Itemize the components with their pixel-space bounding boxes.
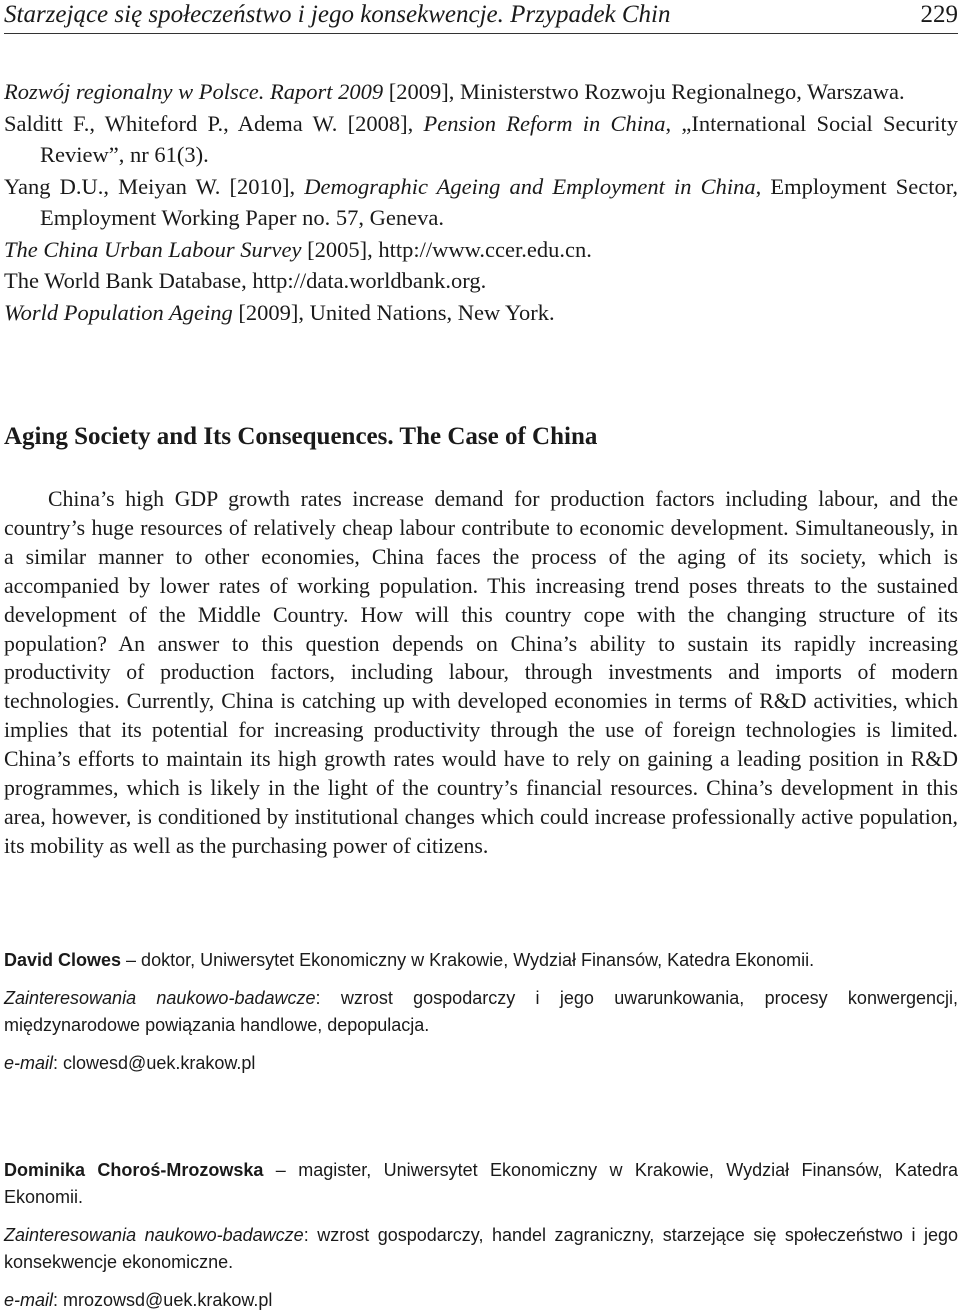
author-bio: David Clowes – doktor, Uniwersytet Ekonomiczny w Krakowie, Wydział Finansów, Katedra Ekonomii. — [4, 950, 815, 970]
running-title: Starzejące się społeczeństwo i jego konsekwencje. Przypadek Chin — [4, 1, 671, 28]
author-interests: Zainteresowania naukowo-badawcze: wzrost gospodarczy i jego uwarunkowania, procesy konwergencji, międzynarodowe powiązania handlowe, depopulacja. — [4, 988, 958, 1035]
reference-item: Salditt F., Whiteford P., Adema W. [2008], Pension Reform in China, „International Social Security Review”, nr 61(3). — [4, 110, 959, 167]
author-name: Dominika Choroś-Mrozowska — [4, 1160, 264, 1180]
author-email: e-mail: mrozowsd@uek.krakow.pl — [4, 1290, 273, 1310]
author-name: David Clowes — [4, 950, 122, 970]
reference-list — [4, 76, 958, 328]
running-header — [4, 0, 958, 34]
author-note — [4, 1157, 958, 1314]
author-bio: Dominika Choroś-Mrozowska – magister, Uniwersytet Ekonomiczny w Krakowie, Wydział Finansów, Katedra Ekonomii. — [4, 1160, 958, 1207]
reference-item: Yang D.U., Meiyan W. [2010], Demographic Ageing and Employment in China, Employment Sector, Employment Working Paper no. 57, Geneva. — [4, 173, 958, 230]
section-title: Aging Society and Its Consequences. The Case of China — [4, 423, 598, 450]
reference-item: The China Urban Labour Survey [2005], http://www.ccer.edu.cn. — [4, 236, 592, 262]
reference-item: Rozwój regionalny w Polsce. Raport 2009 [2009], Ministerstwo Rozwoju Regionalnego, Warszawa. — [4, 79, 905, 104]
author-note — [4, 947, 958, 1077]
page-number: 229 — [920, 1, 958, 28]
reference-item: The World Bank Database, http://data.worldbank.org. — [4, 268, 487, 293]
author-email: e-mail: clowesd@uek.krakow.pl — [4, 1053, 256, 1073]
reference-item: World Population Ageing [2009], United Nations, New York. — [4, 299, 555, 325]
abstract-paragraph: China’s high GDP growth rates increase demand for production factors including labour, and the country’s huge resources of relatively cheap labour contribute to economic development. Simultaneously, in a similar manner to other economies, China faces the process of the aging of its society, which is accompanied by lower rates of working population. This increasing trend poses threats to the sustained development of the Middle Country. How will this country cope with the changing structure of its population? An answer to this question depends on China’s ability to sustain its rapidly increasing productivity of production factors, including labour, through investments and imports of modern technologies. Currently, China is catching up with developed economies in terms of R&D activities, which implies that its potential for increasing productivity through the use of foreign technologies is limited. China’s efforts to maintain its high growth rates would have to rely on gaining a leading position in R&D programmes, which is likely in the light of the country’s financial resources. China’s development in this area, however, is conditioned by institutional changes which could increase professionally active population, its mobility as well as the purchasing power of citizens. — [4, 487, 958, 858]
author-interests: Zainteresowania naukowo-badawcze: wzrost gospodarczy, handel zagraniczny, starzejące się społeczeństwo i jego konsekwencje ekonomiczne. — [4, 1225, 958, 1272]
